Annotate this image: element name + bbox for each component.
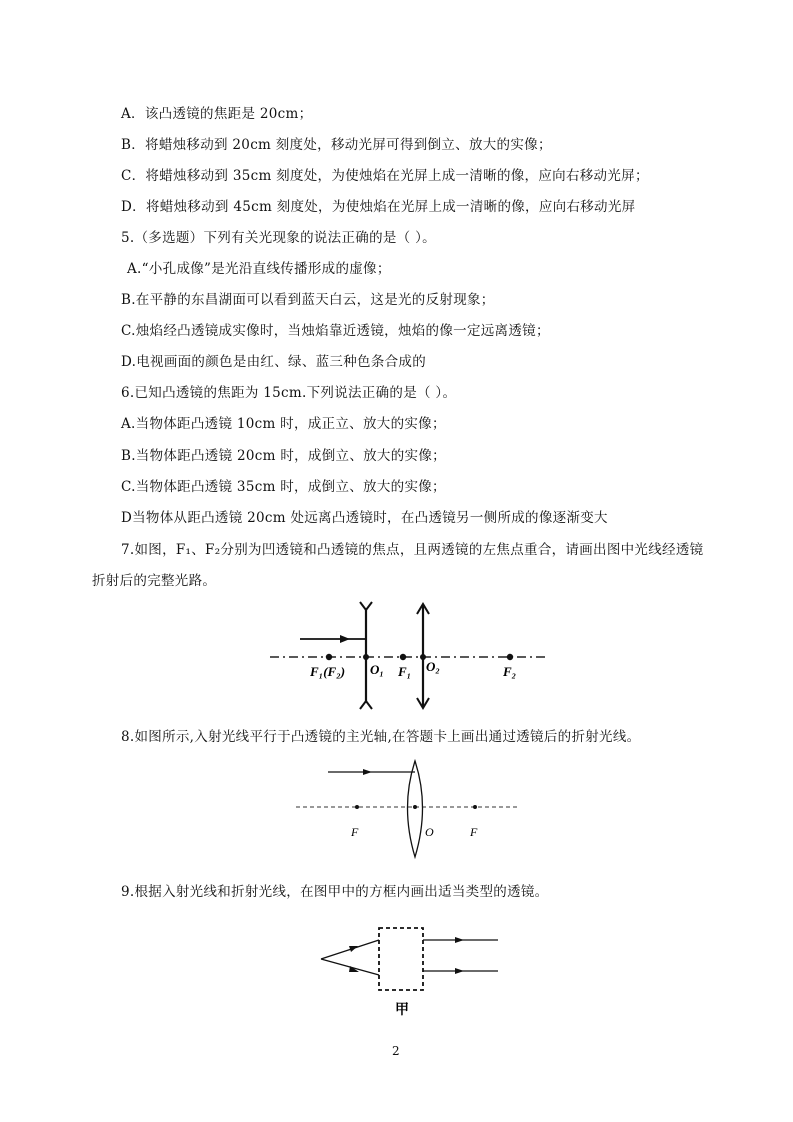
label-o2: O₂	[426, 659, 440, 674]
q6-option-d: D当物体从距凸透镜 20cm 处远离凸透镜时，在凸透镜另一侧所成的像逐渐变大	[121, 510, 608, 526]
point-f2	[507, 654, 513, 660]
label-f-left: F	[351, 825, 359, 839]
q6-option-c: C.当物体距凸透镜 35cm 时，成倒立、放大的实像；	[121, 479, 446, 495]
ray-arrow-icon	[340, 635, 350, 643]
figure-7-lens-diagram	[270, 600, 550, 710]
point-o	[413, 805, 417, 809]
label-o: O	[425, 825, 434, 839]
label-f-right: F	[470, 825, 478, 839]
figure-8-convex-lens-diagram	[290, 757, 525, 862]
point-f-right	[473, 805, 477, 809]
q5-option-d: D.电视画面的颜色是由红、绿、蓝三种色条合成的	[121, 354, 427, 370]
q5-option-c: C.烛焰经凸透镜成实像时，当烛焰靠近透镜，烛焰的像一定远离透镜；	[121, 323, 550, 339]
q4-option-b: B．将蜡烛移动到 20cm 刻度处，移动光屏可得到倒立、放大的实像；	[121, 137, 552, 153]
incident-ray-top	[321, 940, 379, 959]
figure-9-lens-box-diagram	[315, 925, 505, 1025]
q5-option-a: A.“小孔成像”是光沿直线传播形成的虚像；	[127, 261, 391, 277]
label-f1: F₁	[398, 664, 412, 679]
q6-option-b: B.当物体距凸透镜 20cm 时，成倒立、放大的实像；	[121, 448, 446, 464]
q5-stem: 5.（多选题）下列有关光现象的说法正确的是（ ）。	[121, 230, 436, 246]
ray-arrow-icon	[349, 946, 358, 952]
q6-option-a: A.当物体距凸透镜 10cm 时，成正立、放大的实像；	[121, 416, 446, 432]
q9-stem: 9.根据入射光线和折射光线，在图甲中的方框内画出适当类型的透镜。	[121, 884, 549, 900]
label-f2: F₂	[503, 664, 517, 679]
point-f-left	[355, 805, 359, 809]
label-jia: 甲	[395, 1003, 409, 1018]
ray-arrow-icon	[363, 769, 372, 775]
q4-option-a: A．该凸透镜的焦距是 20cm；	[121, 106, 313, 122]
point-o1	[363, 654, 369, 660]
point-f1f2	[326, 654, 332, 660]
q6-stem: 6.已知凸透镜的焦距为 15cm.下列说法正确的是（ ）。	[121, 385, 457, 401]
lens-box	[379, 928, 423, 990]
q8-stem: 8.如图所示,入射光线平行于凸透镜的主光轴,在答题卡上画出通过透镜后的折射光线。	[121, 729, 641, 745]
label-f1f2: F₁(F₂)	[310, 664, 346, 679]
q4-option-c: C．将蜡烛移动到 35cm 刻度处，为使烛焰在光屏上成一清晰的像，应向右移动光屏；	[121, 168, 649, 184]
q4-option-d: D．将蜡烛移动到 45cm 刻度处，为使烛焰在光屏上成一清晰的像，应向右移动光屏	[121, 199, 636, 215]
q7-stem-line1: 7.如图，F₁、F₂分别为凹透镜和凸透镜的焦点，且两透镜的左焦点重合，请画出图中光线经透镜	[121, 542, 704, 558]
q5-option-b: B.在平静的东昌湖面可以看到蓝天白云，这是光的反射现象；	[121, 292, 495, 308]
page-number: 2	[392, 1044, 400, 1058]
ray-arrow-icon	[455, 937, 464, 943]
ray-arrow-icon	[455, 968, 464, 974]
label-o1: O₁	[370, 662, 384, 677]
point-f1	[400, 654, 406, 660]
q7-stem-line2: 折射后的完整光路。	[92, 573, 217, 589]
